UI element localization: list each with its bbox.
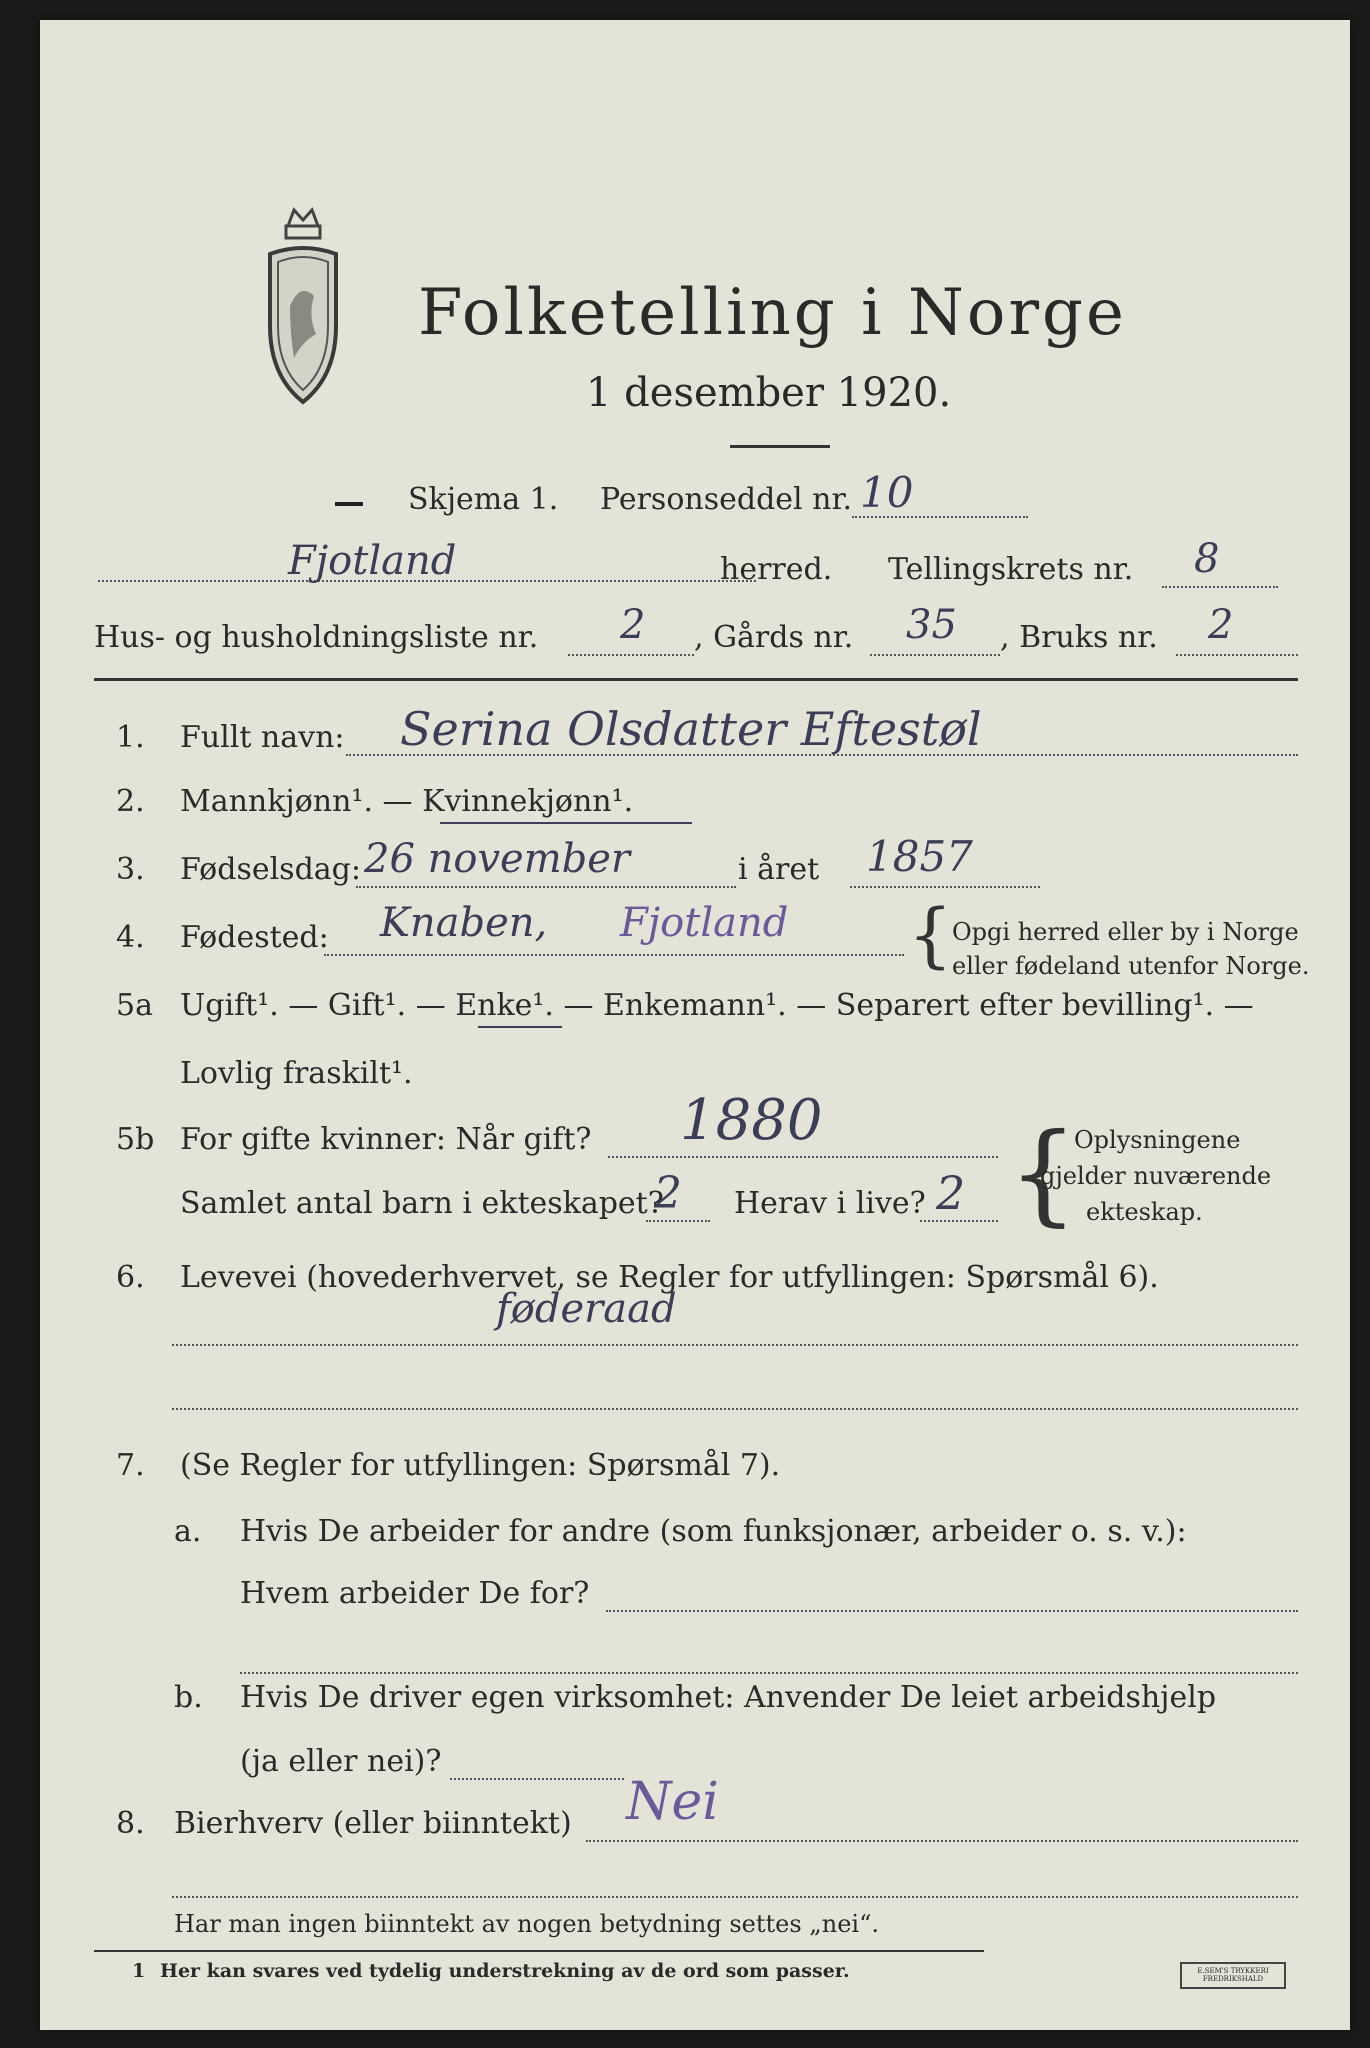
footer-top-line — [172, 1896, 1298, 1898]
q4-line — [324, 954, 904, 956]
personseddel-label: Personseddel nr. — [600, 482, 853, 517]
q2-underline — [440, 822, 692, 824]
footnote-rule — [94, 1950, 984, 1952]
q6-number: 6. — [116, 1260, 145, 1295]
q7a-line-2 — [240, 1672, 1298, 1674]
q3-value: 26 november — [364, 836, 631, 882]
gards-value: 35 — [906, 602, 957, 648]
q5b-line-2 — [646, 1220, 710, 1222]
q7-number: 7. — [116, 1448, 145, 1483]
q4-value-a: Knaben, — [380, 900, 548, 946]
q8-value: Nei — [626, 1772, 719, 1832]
q5b-line-1 — [608, 1156, 998, 1158]
q6-label: Levevei (hovederhvervet, se Regler for utfyllingen: Spørsmål 6). — [180, 1260, 1159, 1295]
bruks-value: 2 — [1208, 602, 1234, 648]
q5a-label: Ugift¹. — Gift¹. — Enke¹. — Enkemann¹. — Separert efter bevilling¹. — — [180, 988, 1254, 1023]
q4-note-2: eller fødeland utenfor Norge. — [952, 952, 1310, 980]
q7b-label-1: Hvis De driver egen virksomhet: Anvender De leiet arbeidshjelp — [240, 1680, 1217, 1715]
q8-label: Bierhverv (eller biinntekt) — [174, 1806, 572, 1841]
printer-mark: E.SEM'S TRYKKERI FREDRIKSHALD — [1180, 1962, 1286, 1989]
q7b-line — [450, 1778, 624, 1780]
q3-year-label: i året — [738, 852, 820, 887]
q3-year-value: 1857 — [866, 832, 973, 881]
census-date: 1 desember 1920. — [586, 370, 952, 416]
q8-number: 8. — [116, 1806, 145, 1841]
q5b-label-2: Samlet antal barn i ekteskapet? — [180, 1186, 664, 1221]
q4-label: Fødested: — [180, 920, 329, 955]
coat-of-arms-icon — [250, 206, 356, 426]
schema-dash — [335, 502, 363, 506]
q6-line-1 — [172, 1344, 1298, 1346]
q7a-letter: a. — [174, 1514, 202, 1549]
q3-year-line — [850, 886, 1040, 888]
hus-label: Hus- og husholdningsliste nr. — [94, 620, 539, 655]
q5b-line-3 — [920, 1220, 998, 1222]
q5b-label-3: Herav i live? — [734, 1186, 926, 1221]
tellingskrets-label: Tellingskrets nr. — [888, 552, 1134, 587]
q5a-label-2: Lovlig fraskilt¹. — [180, 1056, 413, 1091]
header-rule — [94, 678, 1298, 681]
bruks-line — [1176, 654, 1298, 656]
q1-value: Serina Olsdatter Eftestøl — [400, 702, 982, 756]
q8-line — [586, 1840, 1298, 1842]
q4-number: 4. — [116, 920, 145, 955]
q2-number: 2. — [116, 784, 145, 819]
q5b-value-3: 2 — [936, 1166, 966, 1220]
q5b-value-2: 2 — [654, 1168, 682, 1219]
q5a-underline — [478, 1026, 562, 1028]
q7b-label-2: (ja eller nei)? — [240, 1744, 442, 1779]
footnote-mark: 1 — [132, 1960, 146, 1982]
q3-line — [356, 886, 736, 888]
q7-label: (Se Regler for utfyllingen: Spørsmål 7). — [180, 1448, 781, 1483]
q4-brace: { — [908, 894, 953, 976]
q5b-note-3: ekteskap. — [1086, 1198, 1203, 1226]
q3-number: 3. — [116, 852, 145, 887]
gards-label: , Gårds nr. — [694, 620, 854, 655]
footnote-text: Her kan svares ved tydelig understrekning av de ord som passer. — [160, 1960, 850, 1982]
q7a-label-2: Hvem arbeider De for? — [240, 1576, 590, 1611]
hus-line — [568, 654, 694, 656]
personseddel-value: 10 — [860, 468, 914, 517]
q5a-number: 5a — [116, 988, 153, 1023]
q6-value: føderaad — [496, 1286, 677, 1332]
q4-note-1: Opgi herred eller by i Norge — [952, 918, 1299, 946]
q3-label: Fødselsdag: — [180, 852, 361, 887]
q5b-note-1: Oplysningene — [1074, 1126, 1241, 1154]
herred-label: herred. — [720, 552, 833, 587]
footer-note: Har man ingen biinntekt av nogen betydning settes „nei“. — [174, 1910, 879, 1938]
q7a-line-1 — [606, 1610, 1298, 1612]
q5b-number: 5b — [116, 1122, 155, 1157]
census-form — [40, 20, 1350, 2030]
tellingskrets-line — [1162, 586, 1278, 588]
title-rule — [730, 445, 830, 448]
bruks-label: , Bruks nr. — [1000, 620, 1158, 655]
q7a-label-1: Hvis De arbeider for andre (som funksjonær, arbeider o. s. v.): — [240, 1514, 1187, 1549]
q4-value-b: Fjotland — [620, 900, 789, 946]
herred-value: Fjotland — [288, 538, 457, 584]
page-title: Folketelling i Norge — [418, 276, 1127, 350]
q5b-note-2: gjelder nuværende — [1040, 1162, 1272, 1190]
q1-number: 1. — [116, 720, 145, 755]
q6-line-2 — [172, 1408, 1298, 1410]
hus-value: 2 — [620, 602, 646, 648]
q1-label: Fullt navn: — [180, 720, 345, 755]
gards-line — [870, 654, 1000, 656]
q5b-brace: { — [1008, 1109, 1078, 1237]
schema-label: Skjema 1. — [408, 482, 559, 517]
tellingskrets-value: 8 — [1194, 536, 1220, 582]
q7b-letter: b. — [174, 1680, 203, 1715]
q2-label: Mannkjønn¹. — Kvinnekjønn¹. — [180, 784, 634, 819]
q5b-label-1: For gifte kvinner: Når gift? — [180, 1122, 592, 1157]
q5b-value-1: 1880 — [680, 1088, 823, 1153]
